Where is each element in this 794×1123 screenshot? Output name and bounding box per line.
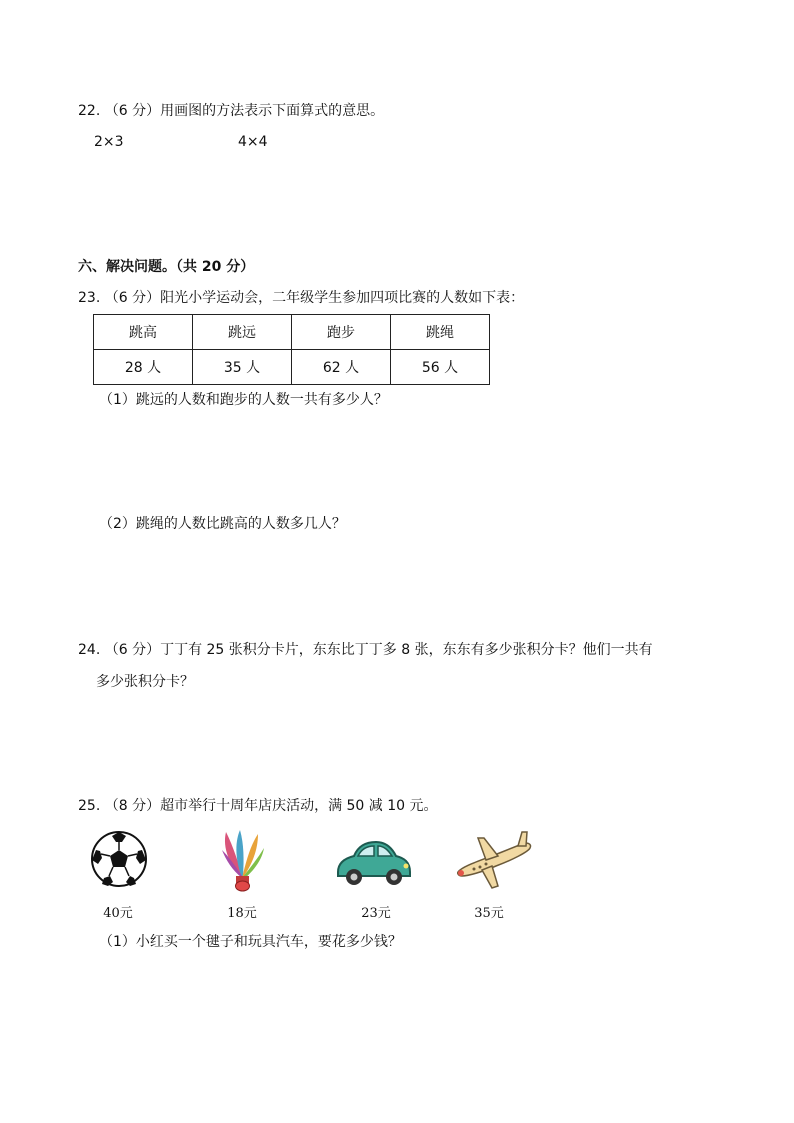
q22-expression-2: 4×4 bbox=[238, 134, 268, 150]
q25-subquestion-1: （1）小红买一个毽子和玩具汽车，要花多少钱？ bbox=[99, 934, 402, 950]
price-label: 23元 bbox=[361, 906, 391, 921]
car-icon bbox=[334, 826, 414, 896]
q25-title: 25. （8 分）超市举行十周年店庆活动，满 50 减 10 元。 bbox=[78, 798, 438, 814]
table-header-row bbox=[94, 315, 490, 350]
table-row bbox=[94, 350, 490, 385]
q23-subquestion-1: （1）跳远的人数和跑步的人数一共有多少人？ bbox=[99, 392, 388, 408]
table-header-cell: 跳高 bbox=[94, 315, 193, 350]
sports-table bbox=[93, 314, 490, 385]
airplane-icon bbox=[452, 826, 534, 896]
q22-title: 22. （6 分）用画图的方法表示下面算式的意思。 bbox=[78, 103, 385, 119]
q24-text-line-1: 24. （6 分）丁丁有 25 张积分卡片，东东比丁丁多 8 张，东东有多少张积分卡？他们一共有 bbox=[78, 642, 653, 658]
price-label: 18元 bbox=[227, 906, 257, 921]
table-header-cell: 跳绳 bbox=[391, 315, 490, 350]
soccer-ball-icon bbox=[86, 826, 156, 896]
table-header-cell: 跑步 bbox=[292, 315, 391, 350]
table-cell: 35 人 bbox=[193, 350, 292, 385]
q22-expression-1: 2×3 bbox=[94, 134, 124, 150]
section-6-title: 六、解决问题。（共 20 分） bbox=[78, 259, 255, 275]
price-label: 40元 bbox=[103, 906, 133, 921]
table-cell: 62 人 bbox=[292, 350, 391, 385]
shuttlecock-icon bbox=[212, 826, 272, 896]
table-header-cell: 跳远 bbox=[193, 315, 292, 350]
q23-subquestion-2: （2）跳绳的人数比跳高的人数多几人？ bbox=[99, 516, 346, 532]
q23-title: 23. （6 分）阳光小学运动会，二年级学生参加四项比赛的人数如下表： bbox=[78, 290, 525, 306]
table-cell: 56 人 bbox=[391, 350, 490, 385]
price-label: 35元 bbox=[474, 906, 504, 921]
q24-text-line-2: 多少张积分卡？ bbox=[96, 674, 194, 690]
table-cell: 28 人 bbox=[94, 350, 193, 385]
